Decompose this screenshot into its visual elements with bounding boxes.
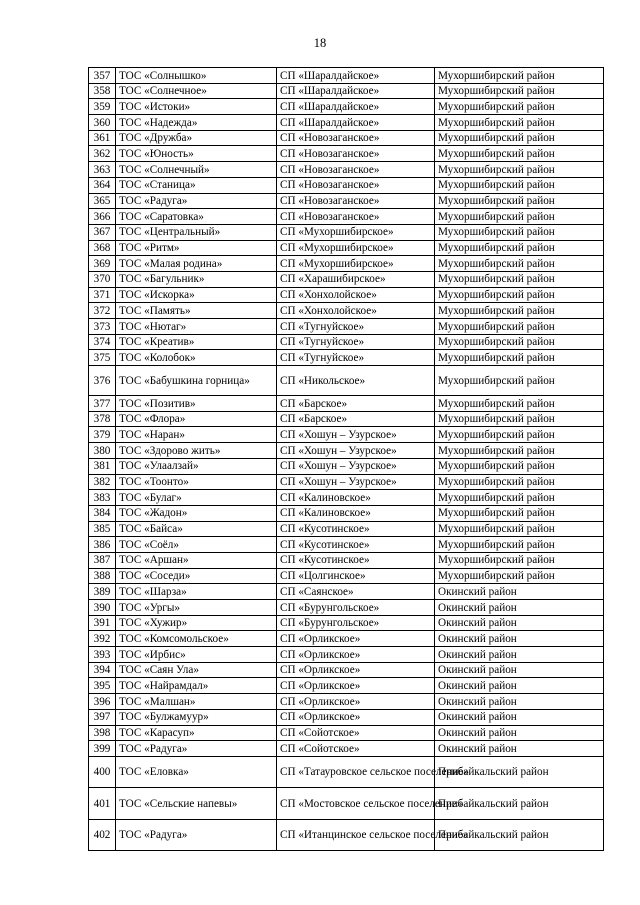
tos-name-cell: ТОС «Булаг» [116,490,277,506]
tos-name-cell: ТОС «Малшан» [116,694,277,710]
table-row [89,788,604,820]
tos-name-cell: ТОС «Колобок» [116,350,277,366]
district-cell: Мухоршибирский район [435,115,604,131]
tos-name-cell: ТОС «Истоки» [116,99,277,115]
settlement-cell: СП «Калиновское» [277,490,435,506]
settlement-cell: СП «Новозаганское» [277,130,435,146]
tos-name-cell: ТОС «Багульник» [116,271,277,287]
tos-name-cell: ТОС «Здорово жить» [116,443,277,459]
district-cell: Окинский район [435,709,604,725]
tos-name-cell: ТОС «Найрамдал» [116,678,277,694]
tos-name-cell: ТОС «Байса» [116,521,277,537]
district-cell: Мухоршибирский район [435,68,604,84]
settlement-cell: СП «Новозаганское» [277,177,435,193]
row-number-cell: 364 [89,177,116,193]
district-cell: Прибайкальский район [435,788,604,820]
table-row [89,83,604,99]
settlement-cell: СП «Бурунгольское» [277,615,435,631]
row-number-cell: 377 [89,396,116,412]
tos-name-cell: ТОС «Солнечный» [116,162,277,178]
tos-name-cell: ТОС «Бабушкина горница» [116,366,277,396]
row-number-cell: 366 [89,209,116,225]
row-number-cell: 359 [89,99,116,115]
tos-name-cell: ТОС «Булжамуур» [116,709,277,725]
settlement-cell: СП «Орликское» [277,662,435,678]
table-row [89,600,604,616]
district-cell: Мухоршибирский район [435,130,604,146]
settlement-cell: СП «Хошун – Узурское» [277,474,435,490]
settlement-cell: СП «Хошун – Узурское» [277,427,435,443]
settlement-cell: СП «Шаралдайское» [277,99,435,115]
district-cell: Окинский район [435,662,604,678]
row-number-cell: 369 [89,256,116,272]
settlement-cell: СП «Кусотинское» [277,552,435,568]
table-row [89,709,604,725]
district-cell: Мухоршибирский район [435,287,604,303]
tos-name-cell: ТОС «Соседи» [116,568,277,584]
table-row [89,552,604,568]
settlement-cell: СП «Бурунгольское» [277,600,435,616]
row-number-cell: 373 [89,319,116,335]
district-cell: Прибайкальский район [435,819,604,851]
tos-name-cell: ТОС «Флора» [116,411,277,427]
row-number-cell: 360 [89,115,116,131]
district-cell: Мухоршибирский район [435,350,604,366]
table-row [89,162,604,178]
settlement-cell: СП «Хонхолойское» [277,287,435,303]
district-cell: Мухоршибирский район [435,319,604,335]
settlement-cell: СП «Итанцинское сельское поселение» [277,819,435,851]
district-cell: Мухоршибирский район [435,271,604,287]
settlement-cell: СП «Мухоршибирское» [277,256,435,272]
row-number-cell: 392 [89,631,116,647]
district-cell: Мухоршибирский район [435,303,604,319]
settlement-cell: СП «Орликское» [277,631,435,647]
tos-name-cell: ТОС «Ургы» [116,600,277,616]
row-number-cell: 358 [89,83,116,99]
tos-name-cell: ТОС «Саян Ула» [116,662,277,678]
tos-name-cell: ТОС «Искорка» [116,287,277,303]
tos-name-cell: ТОС «Радуга» [116,819,277,851]
table-row [89,209,604,225]
district-cell: Окинский район [435,584,604,600]
district-cell: Мухоршибирский район [435,552,604,568]
row-number-cell: 362 [89,146,116,162]
table-row [89,350,604,366]
row-number-cell: 379 [89,427,116,443]
tos-name-cell: ТОС «Солнышко» [116,68,277,84]
row-number-cell: 380 [89,443,116,459]
registry-table-body [89,68,604,851]
district-cell: Мухоршибирский район [435,83,604,99]
row-number-cell: 361 [89,130,116,146]
settlement-cell: СП «Тугнуйское» [277,319,435,335]
settlement-cell: СП «Сойотское» [277,725,435,741]
table-row [89,240,604,256]
district-cell: Мухоршибирский район [435,443,604,459]
table-row [89,756,604,788]
row-number-cell: 368 [89,240,116,256]
district-cell: Мухоршибирский район [435,521,604,537]
row-number-cell: 367 [89,224,116,240]
settlement-cell: СП «Новозаганское» [277,162,435,178]
settlement-cell: СП «Тугнуйское» [277,350,435,366]
tos-name-cell: ТОС «Шарза» [116,584,277,600]
settlement-cell: СП «Мухоршибирское» [277,224,435,240]
settlement-cell: СП «Новозаганское» [277,209,435,225]
settlement-cell: СП «Орликское» [277,694,435,710]
table-row [89,521,604,537]
table-row [89,490,604,506]
settlement-cell: СП «Хошун – Узурское» [277,443,435,459]
table-row [89,99,604,115]
tos-name-cell: ТОС «Радуга» [116,193,277,209]
settlement-cell: СП «Мухоршибирское» [277,240,435,256]
row-number-cell: 375 [89,350,116,366]
table-row [89,366,604,396]
settlement-cell: СП «Хонхолойское» [277,303,435,319]
table-row [89,615,604,631]
table-row [89,177,604,193]
settlement-cell: СП «Барское» [277,411,435,427]
tos-name-cell: ТОС «Ирбис» [116,647,277,663]
row-number-cell: 393 [89,647,116,663]
tos-name-cell: ТОС «Комсомольское» [116,631,277,647]
district-cell: Мухоршибирский район [435,146,604,162]
row-number-cell: 391 [89,615,116,631]
settlement-cell: СП «Тугнуйское» [277,334,435,350]
row-number-cell: 374 [89,334,116,350]
district-cell: Мухоршибирский район [435,366,604,396]
tos-name-cell: ТОС «Дружба» [116,130,277,146]
table-row [89,334,604,350]
tos-name-cell: ТОС «Память» [116,303,277,319]
district-cell: Мухоршибирский район [435,162,604,178]
table-row [89,584,604,600]
tos-name-cell: ТОС «Еловка» [116,756,277,788]
settlement-cell: СП «Кусотинское» [277,537,435,553]
table-row [89,427,604,443]
tos-name-cell: ТОС «Саратовка» [116,209,277,225]
table-row [89,256,604,272]
row-number-cell: 385 [89,521,116,537]
row-number-cell: 394 [89,662,116,678]
tos-registry-table [88,67,604,851]
table-row [89,819,604,851]
tos-name-cell: ТОС «Ритм» [116,240,277,256]
tos-name-cell: ТОС «Соёл» [116,537,277,553]
district-cell: Мухоршибирский район [435,474,604,490]
row-number-cell: 372 [89,303,116,319]
tos-name-cell: ТОС «Юность» [116,146,277,162]
page-number: 18 [313,36,327,50]
district-cell: Окинский район [435,725,604,741]
settlement-cell: СП «Хошун – Узурское» [277,458,435,474]
row-number-cell: 363 [89,162,116,178]
district-cell: Мухоршибирский район [435,177,604,193]
district-cell: Мухоршибирский район [435,256,604,272]
row-number-cell: 383 [89,490,116,506]
tos-name-cell: ТОС «Нютаг» [116,319,277,335]
row-number-cell: 398 [89,725,116,741]
tos-name-cell: ТОС «Сельские напевы» [116,788,277,820]
tos-name-cell: ТОС «Карасуп» [116,725,277,741]
district-cell: Мухоршибирский район [435,224,604,240]
district-cell: Окинский район [435,647,604,663]
district-cell: Мухоршибирский район [435,334,604,350]
table-row [89,396,604,412]
row-number-cell: 388 [89,568,116,584]
district-cell: Мухоршибирский район [435,505,604,521]
table-row [89,303,604,319]
settlement-cell: СП «Шаралдайское» [277,115,435,131]
settlement-cell: СП «Новозаганское» [277,193,435,209]
settlement-cell: СП «Шаралдайское» [277,83,435,99]
row-number-cell: 365 [89,193,116,209]
table-row [89,537,604,553]
row-number-cell: 397 [89,709,116,725]
settlement-cell: СП «Барское» [277,396,435,412]
settlement-cell: СП «Харашибирское» [277,271,435,287]
tos-name-cell: ТОС «Наран» [116,427,277,443]
district-cell: Окинский район [435,741,604,757]
tos-name-cell: ТОС «Солнечное» [116,83,277,99]
table-row [89,287,604,303]
table-row [89,505,604,521]
district-cell: Мухоршибирский район [435,427,604,443]
tos-name-cell: ТОС «Хужир» [116,615,277,631]
table-row [89,474,604,490]
district-cell: Окинский район [435,600,604,616]
tos-name-cell: ТОС «Улаалзай» [116,458,277,474]
tos-name-cell: ТОС «Аршан» [116,552,277,568]
row-number-cell: 357 [89,68,116,84]
district-cell: Мухоршибирский район [435,99,604,115]
district-cell: Мухоршибирский район [435,240,604,256]
table-row [89,271,604,287]
table-row [89,319,604,335]
table-row [89,443,604,459]
table-row [89,458,604,474]
tos-name-cell: ТОС «Станица» [116,177,277,193]
table-row [89,647,604,663]
tos-name-cell: ТОС «Надежда» [116,115,277,131]
row-number-cell: 389 [89,584,116,600]
table-row [89,193,604,209]
tos-name-cell: ТОС «Тоонто» [116,474,277,490]
row-number-cell: 370 [89,271,116,287]
table-row [89,130,604,146]
settlement-cell: СП «Шаралдайское» [277,68,435,84]
tos-name-cell: ТОС «Жадон» [116,505,277,521]
tos-name-cell: ТОС «Малая родина» [116,256,277,272]
settlement-cell: СП «Мостовское сельское поселение» [277,788,435,820]
row-number-cell: 381 [89,458,116,474]
table-row [89,725,604,741]
table-row [89,694,604,710]
district-cell: Окинский район [435,631,604,647]
settlement-cell: СП «Никольское» [277,366,435,396]
table-row [89,568,604,584]
row-number-cell: 395 [89,678,116,694]
tos-name-cell: ТОС «Позитив» [116,396,277,412]
district-cell: Окинский район [435,694,604,710]
row-number-cell: 371 [89,287,116,303]
row-number-cell: 402 [89,819,116,851]
table-row [89,678,604,694]
tos-name-cell: ТОС «Радуга» [116,741,277,757]
district-cell: Мухоршибирский район [435,193,604,209]
district-cell: Окинский район [435,678,604,694]
table-row [89,115,604,131]
row-number-cell: 400 [89,756,116,788]
district-cell: Мухоршибирский район [435,537,604,553]
district-cell: Мухоршибирский район [435,396,604,412]
district-cell: Мухоршибирский район [435,568,604,584]
district-cell: Мухоршибирский район [435,411,604,427]
row-number-cell: 386 [89,537,116,553]
settlement-cell: СП «Калиновское» [277,505,435,521]
district-cell: Мухоршибирский район [435,490,604,506]
settlement-cell: СП «Саянское» [277,584,435,600]
table-row [89,146,604,162]
settlement-cell: СП «Сойотское» [277,741,435,757]
row-number-cell: 390 [89,600,116,616]
table-row [89,741,604,757]
settlement-cell: СП «Татауровское сельское поселение» [277,756,435,788]
row-number-cell: 401 [89,788,116,820]
settlement-cell: СП «Орликское» [277,647,435,663]
district-cell: Окинский район [435,615,604,631]
table-row [89,411,604,427]
table-row [89,68,604,84]
tos-name-cell: ТОС «Креатив» [116,334,277,350]
settlement-cell: СП «Орликское» [277,678,435,694]
row-number-cell: 376 [89,366,116,396]
tos-name-cell: ТОС «Центральный» [116,224,277,240]
settlement-cell: СП «Кусотинское» [277,521,435,537]
settlement-cell: СП «Цолгинское» [277,568,435,584]
row-number-cell: 378 [89,411,116,427]
table-row [89,631,604,647]
row-number-cell: 399 [89,741,116,757]
row-number-cell: 382 [89,474,116,490]
row-number-cell: 384 [89,505,116,521]
district-cell: Мухоршибирский район [435,458,604,474]
table-row [89,662,604,678]
row-number-cell: 387 [89,552,116,568]
row-number-cell: 396 [89,694,116,710]
district-cell: Прибайкальский район [435,756,604,788]
table-row [89,224,604,240]
settlement-cell: СП «Новозаганское» [277,146,435,162]
district-cell: Мухоршибирский район [435,209,604,225]
settlement-cell: СП «Орликское» [277,709,435,725]
